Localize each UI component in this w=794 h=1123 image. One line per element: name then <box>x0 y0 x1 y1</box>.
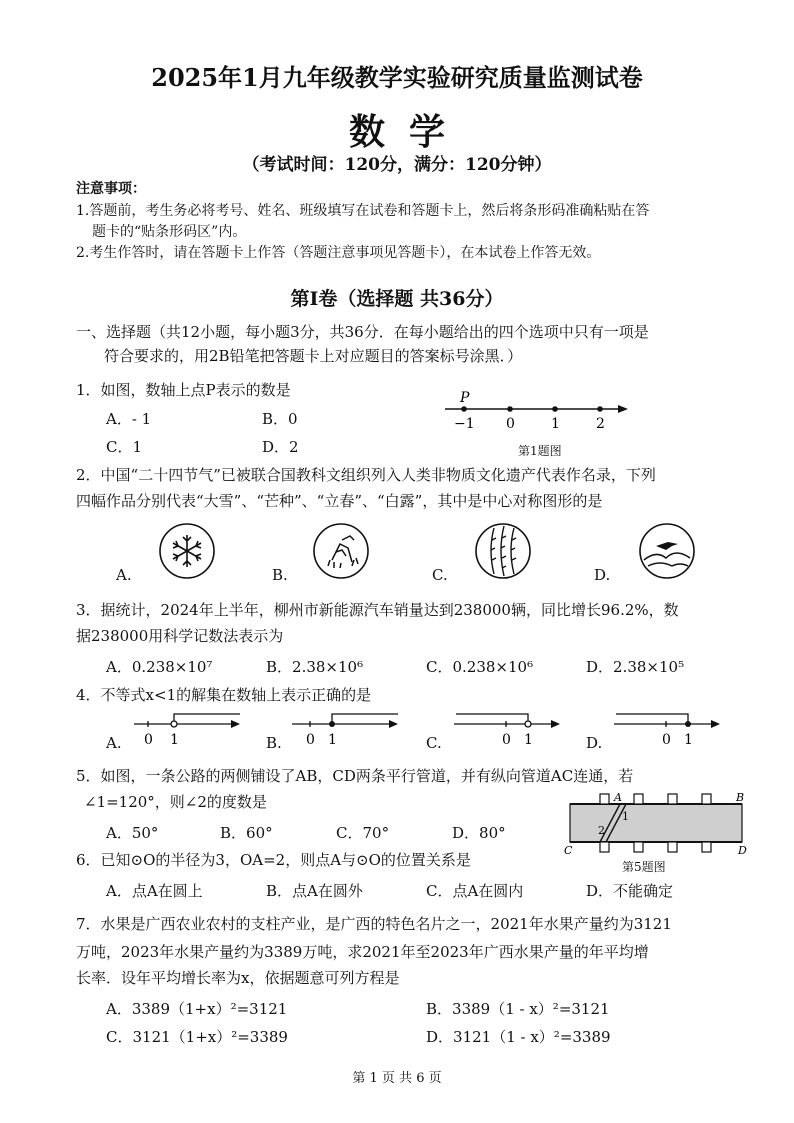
q7-line2: 万吨，2023年水果产量约为3389万吨，求2021年至2023年广西水果产量的年平均增 <box>76 943 649 961</box>
section-intro-cont: 符合要求的，用2B铅笔把答题卡上对应题目的答案标号涂黑．） <box>104 347 523 365</box>
notice-heading: 注意事项： <box>76 181 146 197</box>
q1-option-d: D．2 <box>262 438 299 456</box>
q4-tick-label: 0 <box>144 732 153 748</box>
q2-option-d-label: D. <box>594 566 611 584</box>
q5-label-c: C <box>564 844 573 857</box>
q3-option-a: A．0.238×10⁷ <box>106 658 213 676</box>
q4-tick-label: 1 <box>328 732 337 748</box>
section-title: 第Ⅰ卷（选择题 共36分） <box>290 288 504 310</box>
q7-option-b: B．3389（1 - x）²=3121 <box>426 1000 610 1018</box>
q4-option-b-label: B. <box>266 734 282 752</box>
q3-option-b: B．2.38×10⁶ <box>266 658 364 676</box>
q7-line1: 7．水果是广西农业农村的支柱产业，是广西的特色名片之一，2021年水果产量约为3121 <box>76 915 672 933</box>
q4-tick-label: 0 <box>502 732 511 748</box>
exam-time-info: （考试时间：120分，满分：120分钟） <box>242 155 552 175</box>
q1-option-a: A．- 1 <box>106 410 152 428</box>
q7-option-c: C．3121（1+x）²=3389 <box>106 1028 288 1046</box>
notice-item-1: 1.答题前，考生务必将考号、姓名、班级填写在试卷和答题卡上，然后将条形码准确粘贴在答 <box>76 203 650 219</box>
q5-label-a: A <box>614 791 622 804</box>
q5-option-d: D．80° <box>452 824 506 842</box>
q5-angle-1: 1 <box>622 810 629 823</box>
q5-figure-caption: 第5题图 <box>622 860 666 874</box>
q3-option-c: C．0.238×10⁶ <box>426 658 534 676</box>
q1-tick-label: −1 <box>454 416 475 432</box>
q5-label-d: D <box>738 844 747 857</box>
q1-stem: 1．如图，数轴上点P表示的数是 <box>76 381 291 399</box>
q5-pipe-figure <box>560 790 756 858</box>
q5-line1: 5．如图，一条公路的两侧铺设了AB，CD两条平行管道，并有纵向管道AC连通，若 <box>76 767 634 785</box>
q5-label-b: B <box>736 791 745 804</box>
q4-option-b-number-line <box>290 710 402 750</box>
q1-point-label: P <box>460 390 470 406</box>
q5-angle-2: 2 <box>598 824 605 837</box>
q6-stem: 6．已知⊙O的半径为3，OA=2，则点A与⊙O的位置关系是 <box>76 851 471 869</box>
q1-tick-label: 0 <box>506 416 515 432</box>
q7-option-a: A．3389（1+x）²=3121 <box>106 1000 288 1018</box>
q6-option-b: B．点A在圆外 <box>266 882 363 900</box>
q4-option-d-number-line <box>612 710 724 750</box>
snowflake-icon <box>158 522 216 580</box>
q5-option-c: C．70° <box>336 824 390 842</box>
q4-option-c-number-line <box>452 710 564 750</box>
q2-line1: 2．中国“二十四节气”已被联合国教科文组织列入人类非物质文化遗产代表作名录，下列 <box>76 466 656 484</box>
q4-option-a-label: A. <box>106 734 122 752</box>
q2-option-a-label: A. <box>116 566 132 584</box>
q1-tick-label: 1 <box>551 416 560 432</box>
q2-line2: 四幅作品分别代表“大雪”、“芒种”、“立春”、“白露”，其中是中心对称图形的是 <box>76 492 603 510</box>
q3-line1: 3．据统计，2024年上半年，柳州市新能源汽车销量达到238000辆，同比增长96.2%，数 <box>76 601 679 619</box>
q3-line2: 据238000用科学记数法表示为 <box>76 627 284 645</box>
q2-option-b-label: B. <box>272 566 288 584</box>
notice-item-2: 2.考生作答时，请在答题卡上作答（答题注意事项见答题卡），在本试卷上作答无效。 <box>76 245 601 261</box>
q5-option-b: B．60° <box>220 824 273 842</box>
q5-option-a: A．50° <box>106 824 159 842</box>
q4-stem: 4．不等式x<1的解集在数轴上表示正确的是 <box>76 686 372 704</box>
lichun-icon <box>474 522 532 580</box>
q4-tick-label: 1 <box>524 732 533 748</box>
q6-option-d: D．不能确定 <box>586 882 674 900</box>
q5-line2: ∠1=120°，则∠2的度数是 <box>84 793 267 811</box>
q7-line3: 长率．设年平均增长率为x，依据题意可列方程是 <box>76 969 400 987</box>
q4-option-d-label: D. <box>586 734 603 752</box>
q4-tick-label: 1 <box>170 732 179 748</box>
exam-title: 2025年1月九年级教学实验研究质量监测试卷 <box>151 63 643 92</box>
q6-option-a: A．点A在圆上 <box>106 882 203 900</box>
section-intro: 一、选择题（共12小题，每小题3分，共36分．在每小题给出的四个选项中只有一项是 <box>76 323 649 341</box>
bailu-icon <box>638 522 696 580</box>
q4-tick-label: 0 <box>662 732 671 748</box>
q1-tick-label: 2 <box>596 416 605 432</box>
q4-tick-label: 1 <box>684 732 693 748</box>
mangzhong-icon <box>312 522 370 580</box>
q1-figure-caption: 第1题图 <box>518 444 562 458</box>
q3-option-d: D．2.38×10⁵ <box>586 658 685 676</box>
q6-option-c: C．点A在圆内 <box>426 882 524 900</box>
subject-title: 数学 <box>348 111 469 153</box>
q4-tick-label: 0 <box>306 732 315 748</box>
page-number: 第 1 页 共 6 页 <box>352 1071 442 1086</box>
q1-number-line-figure <box>440 388 640 438</box>
q1-option-c: C．1 <box>106 438 143 456</box>
q7-option-d: D．3121（1 - x）²=3389 <box>426 1028 611 1046</box>
q2-option-c-label: C. <box>432 566 448 584</box>
notice-item-1-cont: 题卡的“贴条形码区”内。 <box>92 224 247 240</box>
q4-option-a-number-line <box>132 710 244 750</box>
q1-option-b: B．0 <box>262 410 298 428</box>
q4-option-c-label: C. <box>426 734 442 752</box>
